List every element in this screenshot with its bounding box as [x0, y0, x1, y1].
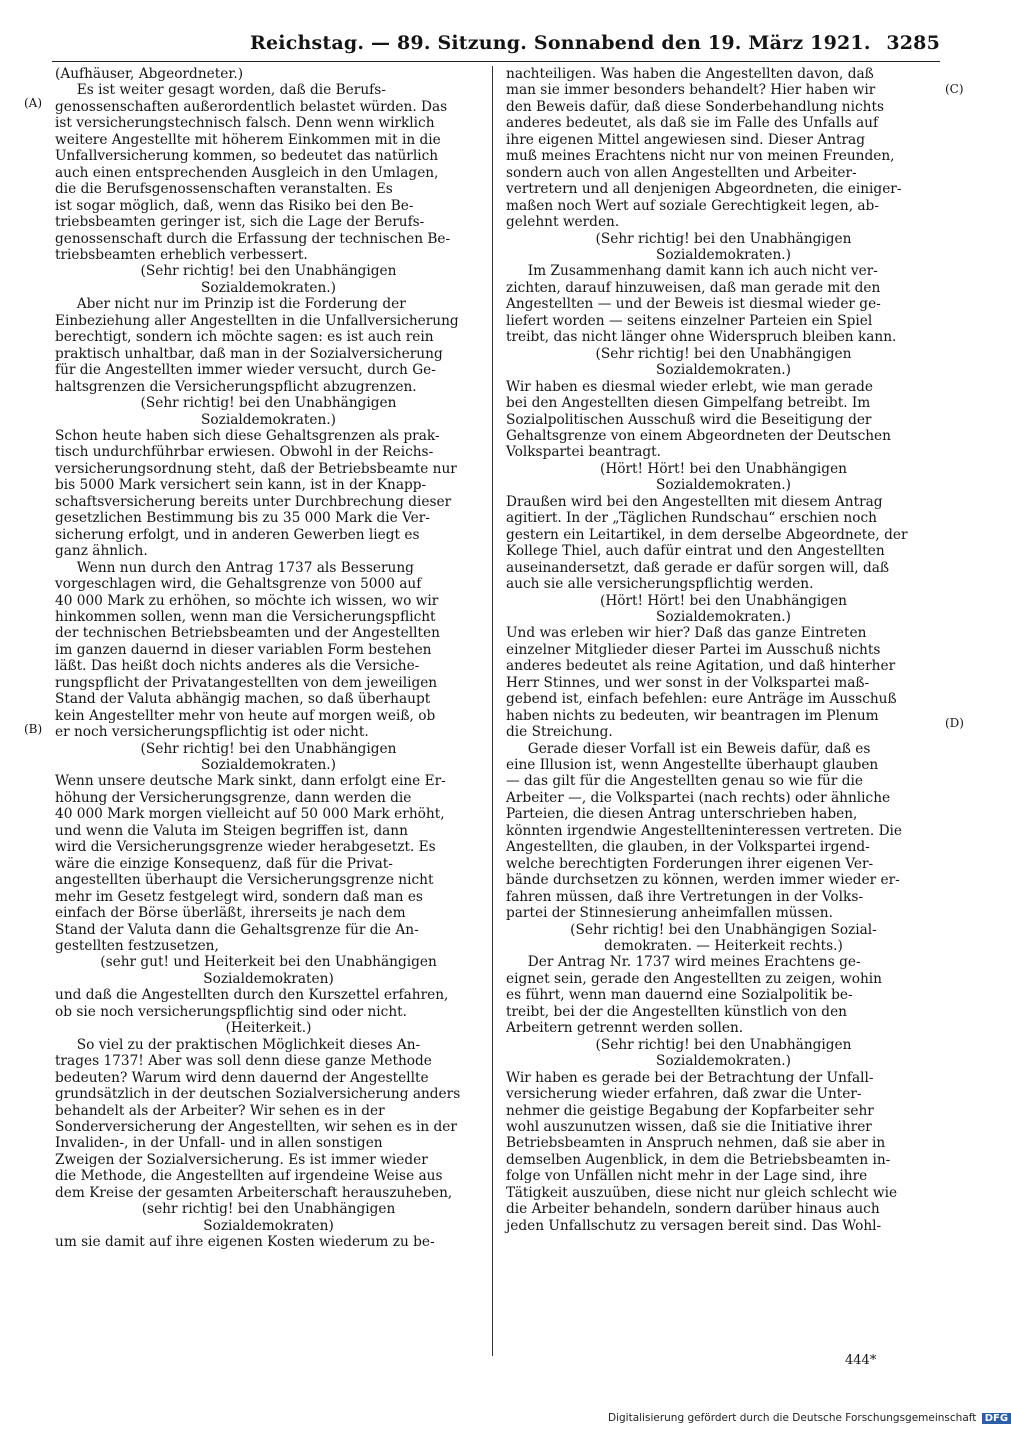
page-header: [250, 32, 940, 58]
interjection: (sehr richtig! bei den Unabhängigen Sozialdemokraten): [141, 1201, 396, 1234]
paragraph: Und was erleben wir hier? Daß das ganze Eintreten einzelner Mitglieder dieser Partei im Ausschuß nichts anderes bedeutet als reine Agitation, und daß hinterher Herr Stinnes, und wer sonst in der Volkspartei maß- gebend ist, einfach befehlen: eure Anträge im Ausschuß haben nichts zu bedeuten, wir beantragen im Plenum die Streichung.: [506, 625, 897, 741]
paragraph: nachteiligen. Was haben die Angestellten davon, daß man sie immer besonders behandelt? Hier haben wir den Beweis dafür, daß diese Sonderbehandlung nichts anderes bedeutet, als daß sie im Falle des Unfalls auf ihre eigenen Mittel angewiesen sind. Dieser Antrag muß meines Erachtens nicht nur von meinen Freunden, sondern auch von allen Angestellten und Arbeiter- vertretern und all denjenigen Abgeordneten, die einiger- maßen noch Wert auf soziale Gerechtigkeit legen, ab- gelehnt werden.: [506, 66, 902, 231]
margin-marker-a: (A): [24, 96, 43, 110]
interjection: (sehr gut! und Heiterkeit bei den Unabhängigen Sozialdemokraten): [100, 954, 437, 987]
interjection: (Heiterkeit.): [225, 1020, 312, 1037]
paragraph: Wir haben es gerade bei der Betrachtung der Unfall- versicherung wieder erfahren, daß zwar die Unter- nehmer die geistige Begabung der Kopfarbeiter sehr wohl auszunutzen wissen, daß sie die Initiative ihrer Betriebsbeamten in Anspruch nehmen, daß sie aber in demselben Augenblick, in dem die Betriebsbeamten in- folge von Unfällen nicht mehr in der Lage sind, ihre Tätigkeit auszuüben, diese nicht nur gleich schlecht wie die Arbeiter behandeln, sondern darüber hinaus auch jeden Unfallschutz zu versagen bereit sind. Das Wohl-: [506, 1069, 898, 1234]
paragraph: Aber nicht nur im Prinzip ist die Forderung der Einbeziehung aller Angestellten in die Unfallversicherung berechtigt, sondern ich möchte sagen: es ist auch rein praktisch unhaltbar, daß man in der Sozialversicherung für die Angestellten immer wieder versucht, durch Ge- haltsgrenzen die Versicherungspflicht abzugrenzen.: [55, 296, 459, 395]
paragraph: um sie damit auf ihre eigenen Kosten wiederum zu be-: [55, 1234, 435, 1251]
header-title: Reichstag. — 89. Sitzung. Sonnabend den 19. März 1921.: [250, 32, 871, 54]
paragraph: Draußen wird bei den Angestellten mit diesem Antrag agitiert. In der „Täglichen Rundschau“ erschien noch gestern ein Leitartikel, in dem derselbe Abgeordnete, der Kollege Thiel, auch dafür eintrat und den Angestellten auseinandersetzt, daß gerade er dafür sorgen will, daß auch sie alle versicherungspflichtig werden.: [506, 493, 908, 593]
paragraph: Der Antrag Nr. 1737 wird meines Erachtens ge- eignet sein, gerade den Angestellten zu zeigen, wohin es führt, wenn man dauernd eine Sozialpolitik be- treibt, bei der die Angestellten künstlich von den Arbeitern getrennt werden sollen.: [506, 954, 882, 1037]
interjection: (Sehr richtig! bei den Unabhängigen Sozialdemokraten.): [140, 740, 397, 774]
header-rule: [52, 61, 940, 62]
paragraph: Im Zusammenhang damit kann ich auch nicht ver- zichten, darauf hinzuweisen, daß man gerade mit den Angestellten — und der Beweis ist diesmal wieder ge- liefert worden — seitens einzelner Parteien ein Spiel treibt, das nicht länger ohne Widerspruch bleiben kann.: [506, 263, 897, 346]
dfg-logo: DFG: [982, 1413, 1011, 1424]
interjection: (Hört! Hört! bei den Unabhängigen Sozialdemokraten.): [600, 592, 847, 625]
paragraph: Wenn nun durch den Antrag 1737 als Besserung vorgeschlagen wird, die Gehaltsgrenze von 5000 auf 40 000 Mark zu erhöhen, so möchte ich wissen, wo wir hinkommen sollen, wenn man die Versicherungspflicht der technischen Betriebsbeamten und der Angestellten im ganzen dauernd in dieser variablen Form bestehen läßt. Das heißt doch nichts anderes als die Versiche- rungspflicht der Privatangestellten von dem jeweiligen Stand der Valuta abhängig machen, so daß überhaupt kein Angestellter mehr von heute auf morgen weiß, ob er noch versicherungspflichtig ist oder nicht.: [55, 559, 440, 741]
margin-marker-c: (C): [945, 82, 964, 96]
column-divider: [492, 66, 493, 1356]
margin-marker-b: (B): [24, 722, 43, 736]
page-number: 3285: [886, 32, 940, 54]
interjection: (Sehr richtig! bei den Unabhängigen Sozialdemokraten.): [140, 395, 397, 428]
paragraph: und daß die Angestellten durch den Kurszettel erfahren, ob sie noch versicherungspflichtig sind oder nicht.: [55, 987, 449, 1020]
paragraph: So viel zu der praktischen Möglichkeit dieses An- trages 1737! Aber was soll denn diese ganze Methode bedeuten? Warum wird denn dauernd der Angestellte grundsätzlich in der deutschen Sozialversicherung anders behandelt als der Arbeiter? Wir sehen es in der Sonderversicherung der Angestellten, wir sehen es in der Invaliden-, in der Unfall- und in allen sonstigen Zweigen der Sozialversicherung. Es ist immer wieder die Methode, die Angestellten auf irgendeine Weise aus dem Kreise der gesamten Arbeiterschaft herauszuheben,: [55, 1036, 461, 1201]
paragraph: Es ist weiter gesagt worden, daß die Berufs- genossenschaften außerordentlich belastet würden. Das ist versicherungstechnisch falsch. Denn wenn wirklich weitere Angestellte mit höherem Einkommen mit in die Unfallversicherung kommen, so bedeutet das natürlich auch einen entsprechenden Ausgleich in den Umlagen, die die Berufsgenossenschaften veranstalten. Es ist sogar möglich, daß, wenn das Risiko bei den Be- triebsbeamten geringer ist, sich die Lage der Berufs- genossenschaft durch die Erfassung der technischen Be- triebsbeamten erheblich verbessert.: [55, 82, 451, 263]
paragraph: Wenn unsere deutsche Mark sinkt, dann erfolgt eine Er- höhung der Versicherungsgrenze, dann werden die 40 000 Mark morgen vielleicht auf 50 000 Mark erhöht, und wenn die Valuta im Steigen begriffen ist, dann wird die Versicherungsgrenze wieder herabgesetzt. Es wäre die einzige Konsequenz, daß für die Privat- angestellten überhaupt die Versicherungsgrenze nicht mehr im Gesetz festgelegt wird, sondern daß man es einfach der Börse überläßt, ihrerseits je nach dem Stand der Valuta dann die Gehaltsgrenze für die An- gestellten festzusetzen,: [55, 773, 446, 955]
left-column: [55, 66, 482, 1251]
margin-marker-d: (D): [945, 716, 964, 730]
paragraph: Gerade dieser Vorfall ist ein Beweis dafür, daß es eine Illusion ist, wenn Angestellte überhaupt glauben — das gilt für die Angestellten genau so wie für die Arbeiter —, die Volkspartei (nach rechts) oder ähnliche Parteien, die diesen Antrag unterschrieben haben, könnten irgendwie Angestellteninteressen vertreten. Die Angestellten, die glauben, in der Volkspartei irgend- welche berechtigten Forderungen ihrer eigenen Ver- bände durchsetzen zu können, werden immer wieder er- fahren müssen, daß ihre Vertretungen in der Volks- partei der Stinnesierung anheimfallen müssen.: [506, 740, 903, 922]
interjection: (Sehr richtig! bei den Unabhängigen Sozialdemokraten.): [140, 263, 397, 296]
right-column: [506, 66, 941, 1234]
paragraph: Wir haben es diesmal wieder erlebt, wie man gerade bei den Angestellten diesen Gimpelfang betreibt. Im Sozialpolitischen Ausschuß wird die Beseitigung der Gehaltsgrenze von einem Abgeordneten der Deutschen Volkspartei beantragt.: [506, 378, 891, 461]
interjection: (Hört! Hört! bei den Unabhängigen Sozialdemokraten.): [600, 460, 847, 494]
interjection: (Sehr richtig! bei den Unabhängigen Sozialdemokraten.): [595, 230, 852, 263]
paragraph: (Aufhäuser, Abgeordneter.): [55, 66, 244, 82]
interjection: (Sehr richtig! bei den Unabhängigen Sozialdemokraten.): [595, 345, 852, 379]
footer-text: Digitalisierung gefördert durch die Deutsche Forschungsgemeinschaft: [608, 1412, 977, 1424]
paragraph: Schon heute haben sich diese Gehaltsgrenzen als prak- tisch undurchführbar erwiesen. Obwohl in der Reichs- versicherungsordnung steht, daß der Betriebsbeamte nur bis 5000 Mark versichert sein kann, ist in der Knapp- schaftsversicherung bereits unter Durchbrechung dieser gesetzlichen Bestimmung bis zu 35 000 Mark die Ver- sicherung erfolgt, und in anderen Gewerben liegt es ganz ähnlich.: [55, 427, 457, 560]
interjection: (Sehr richtig! bei den Unabhängigen Sozial- demokraten. — Heiterkeit rechts.): [570, 921, 877, 955]
sheet-number: 444*: [845, 1353, 877, 1368]
interjection: (Sehr richtig! bei den Unabhängigen Sozialdemokraten.): [595, 1036, 852, 1070]
footer-credit: [608, 1412, 1011, 1424]
